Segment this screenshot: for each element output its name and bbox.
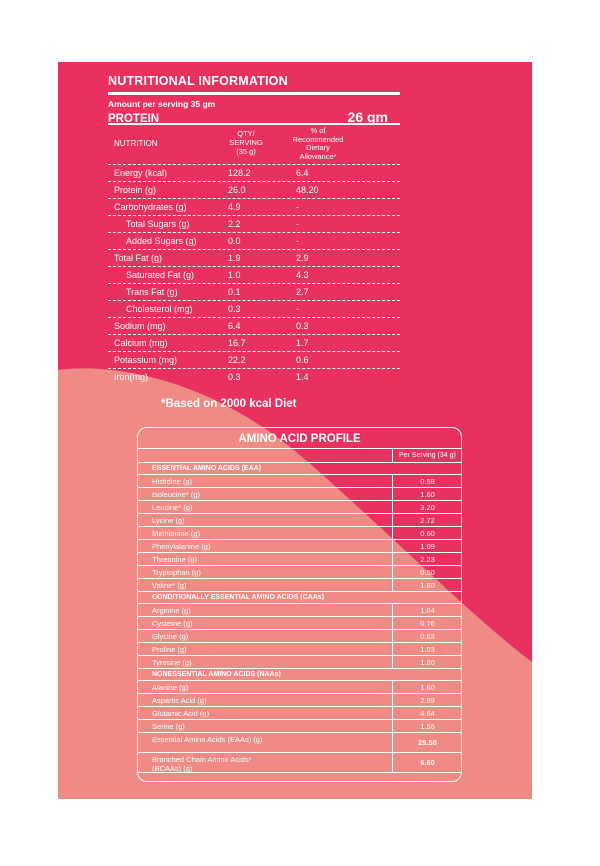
caa-heading: CONDITIONALLY ESSENTIAL AMINO ACIDS (CAAs) bbox=[138, 592, 461, 604]
nutrition-row bbox=[108, 318, 400, 335]
amino-value: 0.63 bbox=[392, 630, 462, 642]
naa-heading: NONESSENTIAL AMINO ACIDS (NAAs) bbox=[138, 669, 461, 681]
nutrition-row bbox=[108, 199, 400, 216]
amino-name: Leucine* (g) bbox=[152, 503, 193, 512]
amino-row bbox=[138, 566, 461, 579]
amino-name: Methionine (g) bbox=[152, 529, 200, 538]
nutrition-row bbox=[108, 301, 400, 318]
amino-value: 2.72 bbox=[392, 514, 462, 526]
amino-name: Valine* (g) bbox=[152, 581, 187, 590]
amino-name: Alanine (g) bbox=[152, 683, 189, 692]
per-serving-label: Per Serving (34 g) bbox=[392, 449, 462, 463]
amino-name: Threonine (g) bbox=[152, 555, 198, 564]
amino-row bbox=[138, 707, 461, 720]
nutrient-rda: 4.3 bbox=[296, 270, 309, 280]
nutrient-name: Iron(mg) bbox=[114, 372, 149, 382]
nutrient-qty: 0.1 bbox=[228, 287, 241, 297]
amino-name: Serine (g) bbox=[152, 722, 185, 731]
nutrition-row bbox=[108, 335, 400, 352]
amino-row bbox=[138, 656, 461, 669]
amino-title: AMINO ACID PROFILE bbox=[138, 428, 461, 449]
amino-column-header bbox=[138, 449, 461, 463]
nutrient-name: Saturated Fat (g) bbox=[126, 270, 195, 280]
amino-value: 1.56 bbox=[392, 720, 462, 732]
nutrient-name: Calcium (mg) bbox=[114, 338, 168, 348]
amino-value: 1.03 bbox=[392, 643, 462, 655]
amino-name: Lycine (g) bbox=[152, 516, 185, 525]
nutrient-qty: 128.2 bbox=[228, 168, 251, 178]
nutrition-row bbox=[108, 182, 400, 199]
protein-summary bbox=[108, 109, 400, 125]
amino-value: 2.99 bbox=[392, 694, 462, 706]
nutrient-name: Carbohydrates (g) bbox=[114, 202, 187, 212]
serving-size: Amount per serving 35 gm bbox=[108, 99, 216, 109]
nutrient-rda: 0.6 bbox=[296, 355, 309, 365]
amino-value: 1.04 bbox=[392, 604, 462, 616]
nutrient-qty: 26.0 bbox=[228, 185, 246, 195]
nutrition-header bbox=[108, 125, 400, 165]
nutrient-rda: - bbox=[296, 202, 299, 212]
nutrition-panel bbox=[108, 70, 400, 386]
amino-name: Glycine (g) bbox=[152, 632, 189, 641]
nutrition-row bbox=[108, 352, 400, 369]
amino-row bbox=[138, 540, 461, 553]
nutrient-rda: 6.4 bbox=[296, 168, 309, 178]
amino-row bbox=[138, 527, 461, 540]
amino-value: 0.60 bbox=[392, 527, 462, 539]
amino-row bbox=[138, 720, 461, 733]
amino-name: Glutamic Acid (g) bbox=[152, 709, 210, 718]
amino-name: Proline (g) bbox=[152, 645, 187, 654]
nutrient-rda: 2.7 bbox=[296, 287, 309, 297]
nutrition-row bbox=[108, 267, 400, 284]
nutrient-name: Total Fat (g) bbox=[114, 253, 163, 263]
amino-name: Arginine (g) bbox=[152, 606, 191, 615]
amino-value: 6.60 bbox=[392, 753, 462, 772]
nutrient-name: Total Sugars (g) bbox=[126, 219, 190, 229]
amino-value: 3.20 bbox=[392, 501, 462, 513]
nutrition-row bbox=[108, 369, 400, 386]
amino-name: Cysteine (g) bbox=[152, 619, 193, 628]
amino-row bbox=[138, 753, 461, 773]
protein-label: PROTEIN bbox=[108, 113, 160, 125]
amino-row bbox=[138, 488, 461, 501]
col-nutrition: NUTRITION bbox=[114, 139, 158, 148]
amino-value: 1.60 bbox=[392, 488, 462, 500]
amino-row bbox=[138, 579, 461, 592]
amino-row bbox=[138, 694, 461, 707]
nutrient-qty: 4.9 bbox=[228, 202, 241, 212]
nutrient-qty: 2.2 bbox=[228, 219, 241, 229]
amino-row bbox=[138, 553, 461, 566]
nutrition-row bbox=[108, 233, 400, 250]
amino-row bbox=[138, 630, 461, 643]
amino-value: 4.64 bbox=[392, 707, 462, 719]
nutrition-row bbox=[108, 284, 400, 301]
nutrient-rda: 48.20 bbox=[296, 185, 319, 195]
nutrient-qty: 0.0 bbox=[228, 236, 241, 246]
nutrient-name: Energy (kcal) bbox=[114, 168, 168, 178]
footnote: *Based on 2000 kcal Diet bbox=[161, 398, 297, 410]
nutrition-row bbox=[108, 216, 400, 233]
amino-name: Branched Chain Amino Acids* (BCAAs) (g) bbox=[152, 755, 252, 773]
amino-value: 1.80 bbox=[392, 579, 462, 591]
amino-value: 1.60 bbox=[392, 681, 462, 693]
amino-value: 0.76 bbox=[392, 617, 462, 629]
nutrient-rda: 1.7 bbox=[296, 338, 309, 348]
nutrient-qty: 16.7 bbox=[228, 338, 246, 348]
amino-row bbox=[138, 733, 461, 753]
nutrient-rda: - bbox=[296, 236, 299, 246]
protein-value: 26 gm bbox=[347, 109, 388, 125]
amino-value: 1.09 bbox=[392, 540, 462, 552]
amino-row bbox=[138, 604, 461, 617]
nutrient-qty: 1.0 bbox=[228, 270, 241, 280]
amino-name: Essential Amino Acids (EAAs) (g) bbox=[152, 735, 263, 744]
amino-name: Histidine (g) bbox=[152, 477, 193, 486]
amino-row bbox=[138, 617, 461, 630]
nutrient-rda: - bbox=[296, 219, 299, 229]
nutrient-qty: 0.3 bbox=[228, 304, 241, 314]
amino-value: 2.23 bbox=[392, 553, 462, 565]
nutrient-rda: 2.9 bbox=[296, 253, 309, 263]
nutrition-row bbox=[108, 250, 400, 267]
nutrient-name: Added Sugars (g) bbox=[126, 236, 197, 246]
col-qty: QTY/ SERVING (35 g) bbox=[229, 129, 263, 156]
amino-row bbox=[138, 514, 461, 527]
nutrient-rda: 0.3 bbox=[296, 321, 309, 331]
amino-value: 0.50 bbox=[392, 566, 462, 578]
amino-row bbox=[138, 475, 461, 488]
amino-value: 1.00 bbox=[392, 656, 462, 668]
nutrition-rows bbox=[108, 165, 400, 386]
amino-name: Tryptophan (g) bbox=[152, 568, 201, 577]
nutrient-rda: - bbox=[296, 304, 299, 314]
nutrient-qty: 0.3 bbox=[228, 372, 241, 382]
col-rda: % of Recommended Dietary Allowance* bbox=[292, 126, 344, 161]
nutrient-qty: 22.2 bbox=[228, 355, 246, 365]
amino-row bbox=[138, 643, 461, 656]
nutrient-name: Trans Fat (g) bbox=[126, 287, 178, 297]
amino-value: 29.58 bbox=[392, 733, 462, 752]
nutrition-title: NUTRITIONAL INFORMATION bbox=[108, 74, 288, 88]
nutrient-name: Potassium (mg) bbox=[114, 355, 178, 365]
nutrient-qty: 1.9 bbox=[228, 253, 241, 263]
nutrient-name: Cholesterol (mg) bbox=[126, 304, 193, 314]
amino-name: Isoleucine* (g) bbox=[152, 490, 200, 499]
nutrition-row bbox=[108, 165, 400, 182]
amino-name: Aspartic Acid (g) bbox=[152, 696, 207, 705]
amino-acid-panel bbox=[137, 427, 462, 782]
amino-row bbox=[138, 501, 461, 514]
nutrient-qty: 6.4 bbox=[228, 321, 241, 331]
nutrient-name: Protein (g) bbox=[114, 185, 157, 195]
nutrient-rda: 1.4 bbox=[296, 372, 309, 382]
nutrient-name: Sodium (mg) bbox=[114, 321, 166, 331]
amino-row bbox=[138, 681, 461, 694]
amino-name: Phenylalanine (g) bbox=[152, 542, 211, 551]
amino-name: Tyrosine (g) bbox=[152, 658, 192, 667]
eaa-heading: ESSENTIAL AMINO ACIDS (EAA) bbox=[138, 463, 461, 475]
amino-value: 0.58 bbox=[392, 475, 462, 487]
